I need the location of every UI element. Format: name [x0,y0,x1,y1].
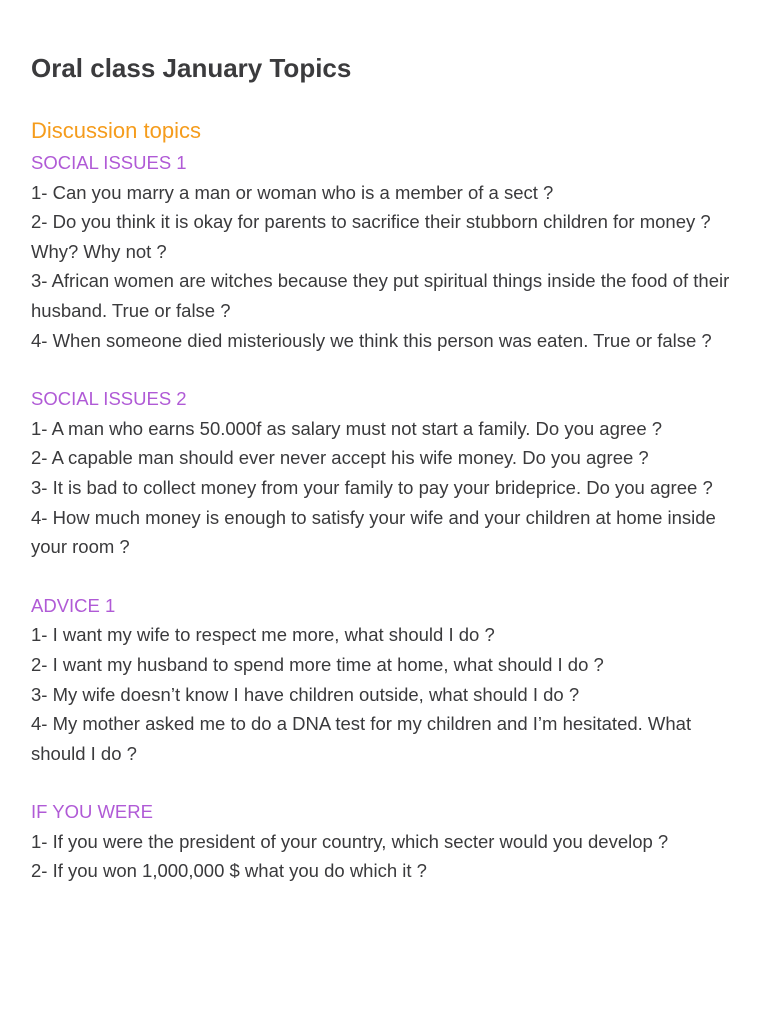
list-item: 1- Can you marry a man or woman who is a member of a sect ? [31,181,554,203]
section-title: IF YOU WERE [31,801,153,823]
list-item: 2- I want my husband to spend more time at home, what should I do ? [31,653,604,675]
list-item: 2- A capable man should ever never accept his wife money. Do you agree ? [31,447,649,469]
list-item: 3- It is bad to collect money from your family to pay your brideprice. Do you agree ? [31,476,713,498]
section-social-issues-2 [31,384,738,562]
section-title: ADVICE 1 [31,594,116,616]
list-item: 3- My wife doesn’t know I have children outside, what should I do ? [31,683,580,705]
list-item: 3- African women are witches because they put spiritual things inside the food of their husband. True or false ? [31,270,730,321]
section-advice-1 [31,591,738,769]
list-item: 1- I want my wife to respect me more, what should I do ? [31,624,495,646]
list-item: 1- If you were the president of your country, which secter would you develop ? [31,830,669,852]
list-item: 4- My mother asked me to do a DNA test for my children and I’m hesitated. What should I do ? [31,713,692,764]
page-title: Oral class January Topics [31,53,352,83]
section-title: SOCIAL ISSUES 2 [31,388,187,410]
list-item: 4- When someone died misteriously we think this person was eaten. True or false ? [31,329,712,351]
discussion-heading: Discussion topics [31,118,201,143]
list-item: 1- A man who earns 50.000f as salary must not start a family. Do you agree ? [31,417,663,439]
section-if-you-were [31,797,738,886]
list-item: 2- Do you think it is okay for parents to sacrifice their stubborn children for money ? Why? Why not ? [31,211,711,262]
section-social-issues-1 [31,148,738,355]
section-title: SOCIAL ISSUES 1 [31,152,187,173]
list-item: 2- If you won 1,000,000 $ what you do which it ? [31,860,427,882]
list-item: 4- How much money is enough to satisfy your wife and your children at home inside your room ? [31,506,716,558]
